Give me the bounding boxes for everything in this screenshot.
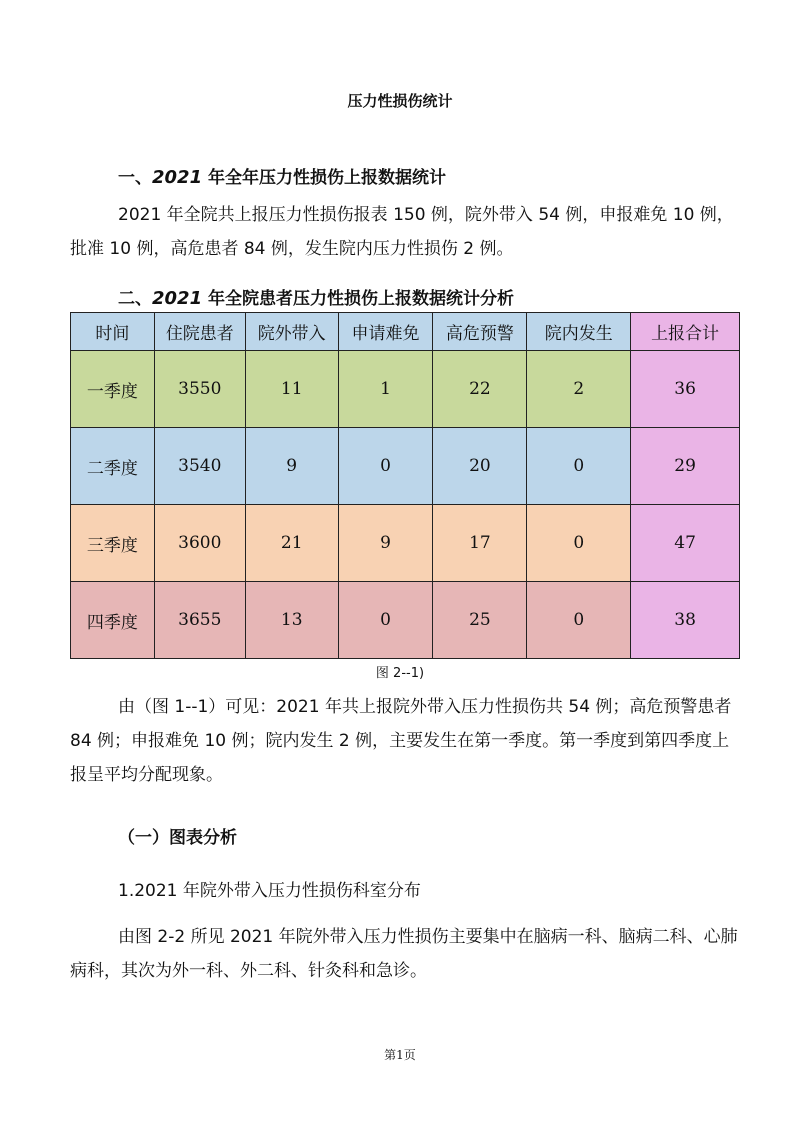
cell-period: 二季度 — [71, 428, 155, 505]
cell-external: 13 — [245, 582, 338, 659]
cell-unavoidable: 0 — [338, 428, 433, 505]
cell-external: 21 — [245, 505, 338, 582]
header-high-risk: 高危预警 — [433, 313, 527, 351]
cell-inpatients: 3655 — [154, 582, 245, 659]
cell-unavoidable: 1 — [338, 351, 433, 428]
cell-period: 一季度 — [71, 351, 155, 428]
cell-unavoidable: 9 — [338, 505, 433, 582]
cell-external: 11 — [245, 351, 338, 428]
cell-total: 47 — [631, 505, 740, 582]
section1-paragraph: 2021 年全院共上报压力性损伤报表 150 例，院外带入 54 例，申报难免 10 例，批准 10 例，高危患者 84 例，发生院内压力性损伤 2 例。 — [70, 205, 734, 259]
header-unavoidable: 申请难免 — [338, 313, 433, 351]
subsection1-title: 1.2021 年院外带入压力性损伤科室分布 — [118, 881, 421, 901]
cell-total: 36 — [631, 351, 740, 428]
section2-prefix: 二、 — [118, 289, 152, 309]
header-external: 院外带入 — [245, 313, 338, 351]
cell-unavoidable: 0 — [338, 582, 433, 659]
cell-high-risk: 17 — [433, 505, 527, 582]
cell-in-hospital: 0 — [527, 428, 631, 505]
cell-high-risk: 25 — [433, 582, 527, 659]
section2-heading-text: 年全院患者压力性损伤上报数据统计分析 — [202, 289, 515, 309]
header-inpatients: 住院患者 — [154, 313, 245, 351]
cell-high-risk: 22 — [433, 351, 527, 428]
page-number: 第1页 — [384, 1048, 416, 1062]
section1-heading-text: 年全年压力性损伤上报数据统计 — [202, 168, 447, 188]
section2-heading — [118, 284, 514, 309]
table-header-row — [71, 313, 740, 351]
cell-in-hospital: 0 — [527, 582, 631, 659]
table-row — [71, 428, 740, 505]
section1-heading — [118, 163, 446, 188]
table-row — [71, 582, 740, 659]
cell-inpatients: 3540 — [154, 428, 245, 505]
section1-year: 2021 — [152, 167, 203, 188]
cell-inpatients: 3600 — [154, 505, 245, 582]
analysis-paragraph: 由（图 1--1）可见：2021 年共上报院外带入压力性损伤共 54 例；高危预警患者 84 例；申报难免 10 例；院内发生 2 例，主要发生在第一季度。第一季度到第四季度上报呈平均分配现象。 — [70, 697, 732, 785]
section2-year: 2021 — [152, 288, 203, 309]
cell-in-hospital: 0 — [527, 505, 631, 582]
cell-inpatients: 3550 — [154, 351, 245, 428]
cell-high-risk: 20 — [433, 428, 527, 505]
cell-period: 三季度 — [71, 505, 155, 582]
header-period: 时间 — [71, 313, 155, 351]
cell-total: 38 — [631, 582, 740, 659]
table-caption: 图 2--1) — [375, 666, 425, 681]
table-row — [71, 351, 740, 428]
cell-period: 四季度 — [71, 582, 155, 659]
quarterly-stats-table — [70, 312, 740, 659]
document-title: 压力性损伤统计 — [347, 92, 453, 110]
section1-prefix: 一、 — [118, 168, 152, 188]
cell-external: 9 — [245, 428, 338, 505]
header-total: 上报合计 — [631, 313, 740, 351]
cell-total: 29 — [631, 428, 740, 505]
header-in-hospital: 院内发生 — [527, 313, 631, 351]
cell-in-hospital: 2 — [527, 351, 631, 428]
section3-heading: （一）图表分析 — [118, 828, 237, 848]
table-row — [71, 505, 740, 582]
subsection1-paragraph: 由图 2-2 所见 2021 年院外带入压力性损伤主要集中在脑病一科、脑病二科、心肺病科，其次为外一科、外二科、针灸科和急诊。 — [70, 927, 738, 981]
